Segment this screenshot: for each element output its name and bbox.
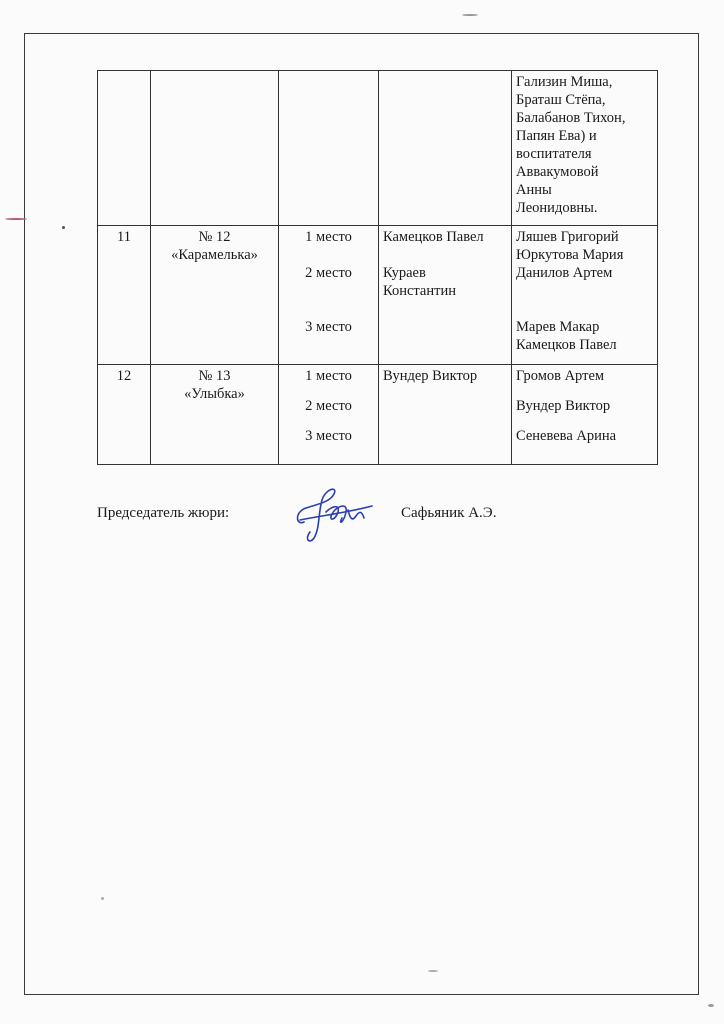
participant-line: Камецков Павел bbox=[516, 337, 617, 353]
participant-line: Вундер Виктор bbox=[516, 398, 611, 414]
group-number: № 12 bbox=[198, 229, 231, 245]
participant-line: Марев Макар bbox=[516, 319, 600, 335]
cell-number bbox=[98, 71, 151, 226]
signature-image bbox=[290, 482, 390, 544]
winner-name: Камецков Павел bbox=[383, 229, 484, 245]
participant-line: Леонидовны. bbox=[516, 200, 598, 216]
place-label: 1 место bbox=[305, 229, 352, 245]
winner-name: Вундер Виктор bbox=[383, 368, 478, 384]
place-label: 2 место bbox=[305, 398, 352, 414]
cell-winner bbox=[379, 365, 512, 465]
row-number: 12 bbox=[116, 368, 132, 384]
cell-place bbox=[279, 226, 379, 365]
participant-line: Громов Артем bbox=[516, 368, 605, 384]
participant-line: Папян Ева) и bbox=[516, 128, 597, 144]
chair-name: Сафьяник А.Э. bbox=[401, 505, 497, 521]
cell-participants bbox=[512, 226, 658, 365]
place-label: 1 место bbox=[305, 368, 352, 384]
place-label: 3 место bbox=[305, 428, 352, 444]
chair-label: Председатель жюри: bbox=[97, 505, 230, 521]
participant-line: Ляшев Григорий bbox=[516, 229, 619, 245]
participant-line: Браташ Стёпа, bbox=[516, 92, 606, 108]
results-table bbox=[97, 70, 658, 465]
cell-winner bbox=[379, 226, 512, 365]
cell-group bbox=[151, 71, 279, 226]
cell-group bbox=[151, 226, 279, 365]
cell-place bbox=[279, 365, 379, 465]
participant-line: Анны bbox=[516, 182, 552, 198]
table-row bbox=[98, 71, 658, 226]
table-row bbox=[98, 226, 658, 365]
cell-number bbox=[98, 226, 151, 365]
winner-name: Константин bbox=[383, 283, 456, 299]
group-name: «Улыбка» bbox=[184, 386, 245, 402]
participant-line: Гализин Миша, bbox=[516, 74, 613, 90]
cell-group bbox=[151, 365, 279, 465]
cell-number bbox=[98, 365, 151, 465]
participant-line: Данилов Артем bbox=[516, 265, 613, 281]
participant-line: Аввакумовой bbox=[516, 164, 599, 180]
row-number: 11 bbox=[117, 229, 131, 245]
group-name: «Карамелька» bbox=[171, 247, 258, 263]
group-number: № 13 bbox=[198, 368, 231, 384]
cell-place bbox=[279, 71, 379, 226]
place-label: 3 место bbox=[305, 319, 352, 335]
cell-participants bbox=[512, 365, 658, 465]
winner-name: Кураев bbox=[383, 265, 426, 281]
participant-line: Сеневева Арина bbox=[516, 428, 617, 444]
participant-line: Юркутова Мария bbox=[516, 247, 624, 263]
participant-line: Балабанов Тихон, bbox=[516, 110, 626, 126]
cell-winner bbox=[379, 71, 512, 226]
place-label: 2 место bbox=[305, 265, 352, 281]
cell-participants bbox=[512, 71, 658, 226]
participant-line: воспитателя bbox=[516, 146, 592, 162]
table-row bbox=[98, 365, 658, 465]
